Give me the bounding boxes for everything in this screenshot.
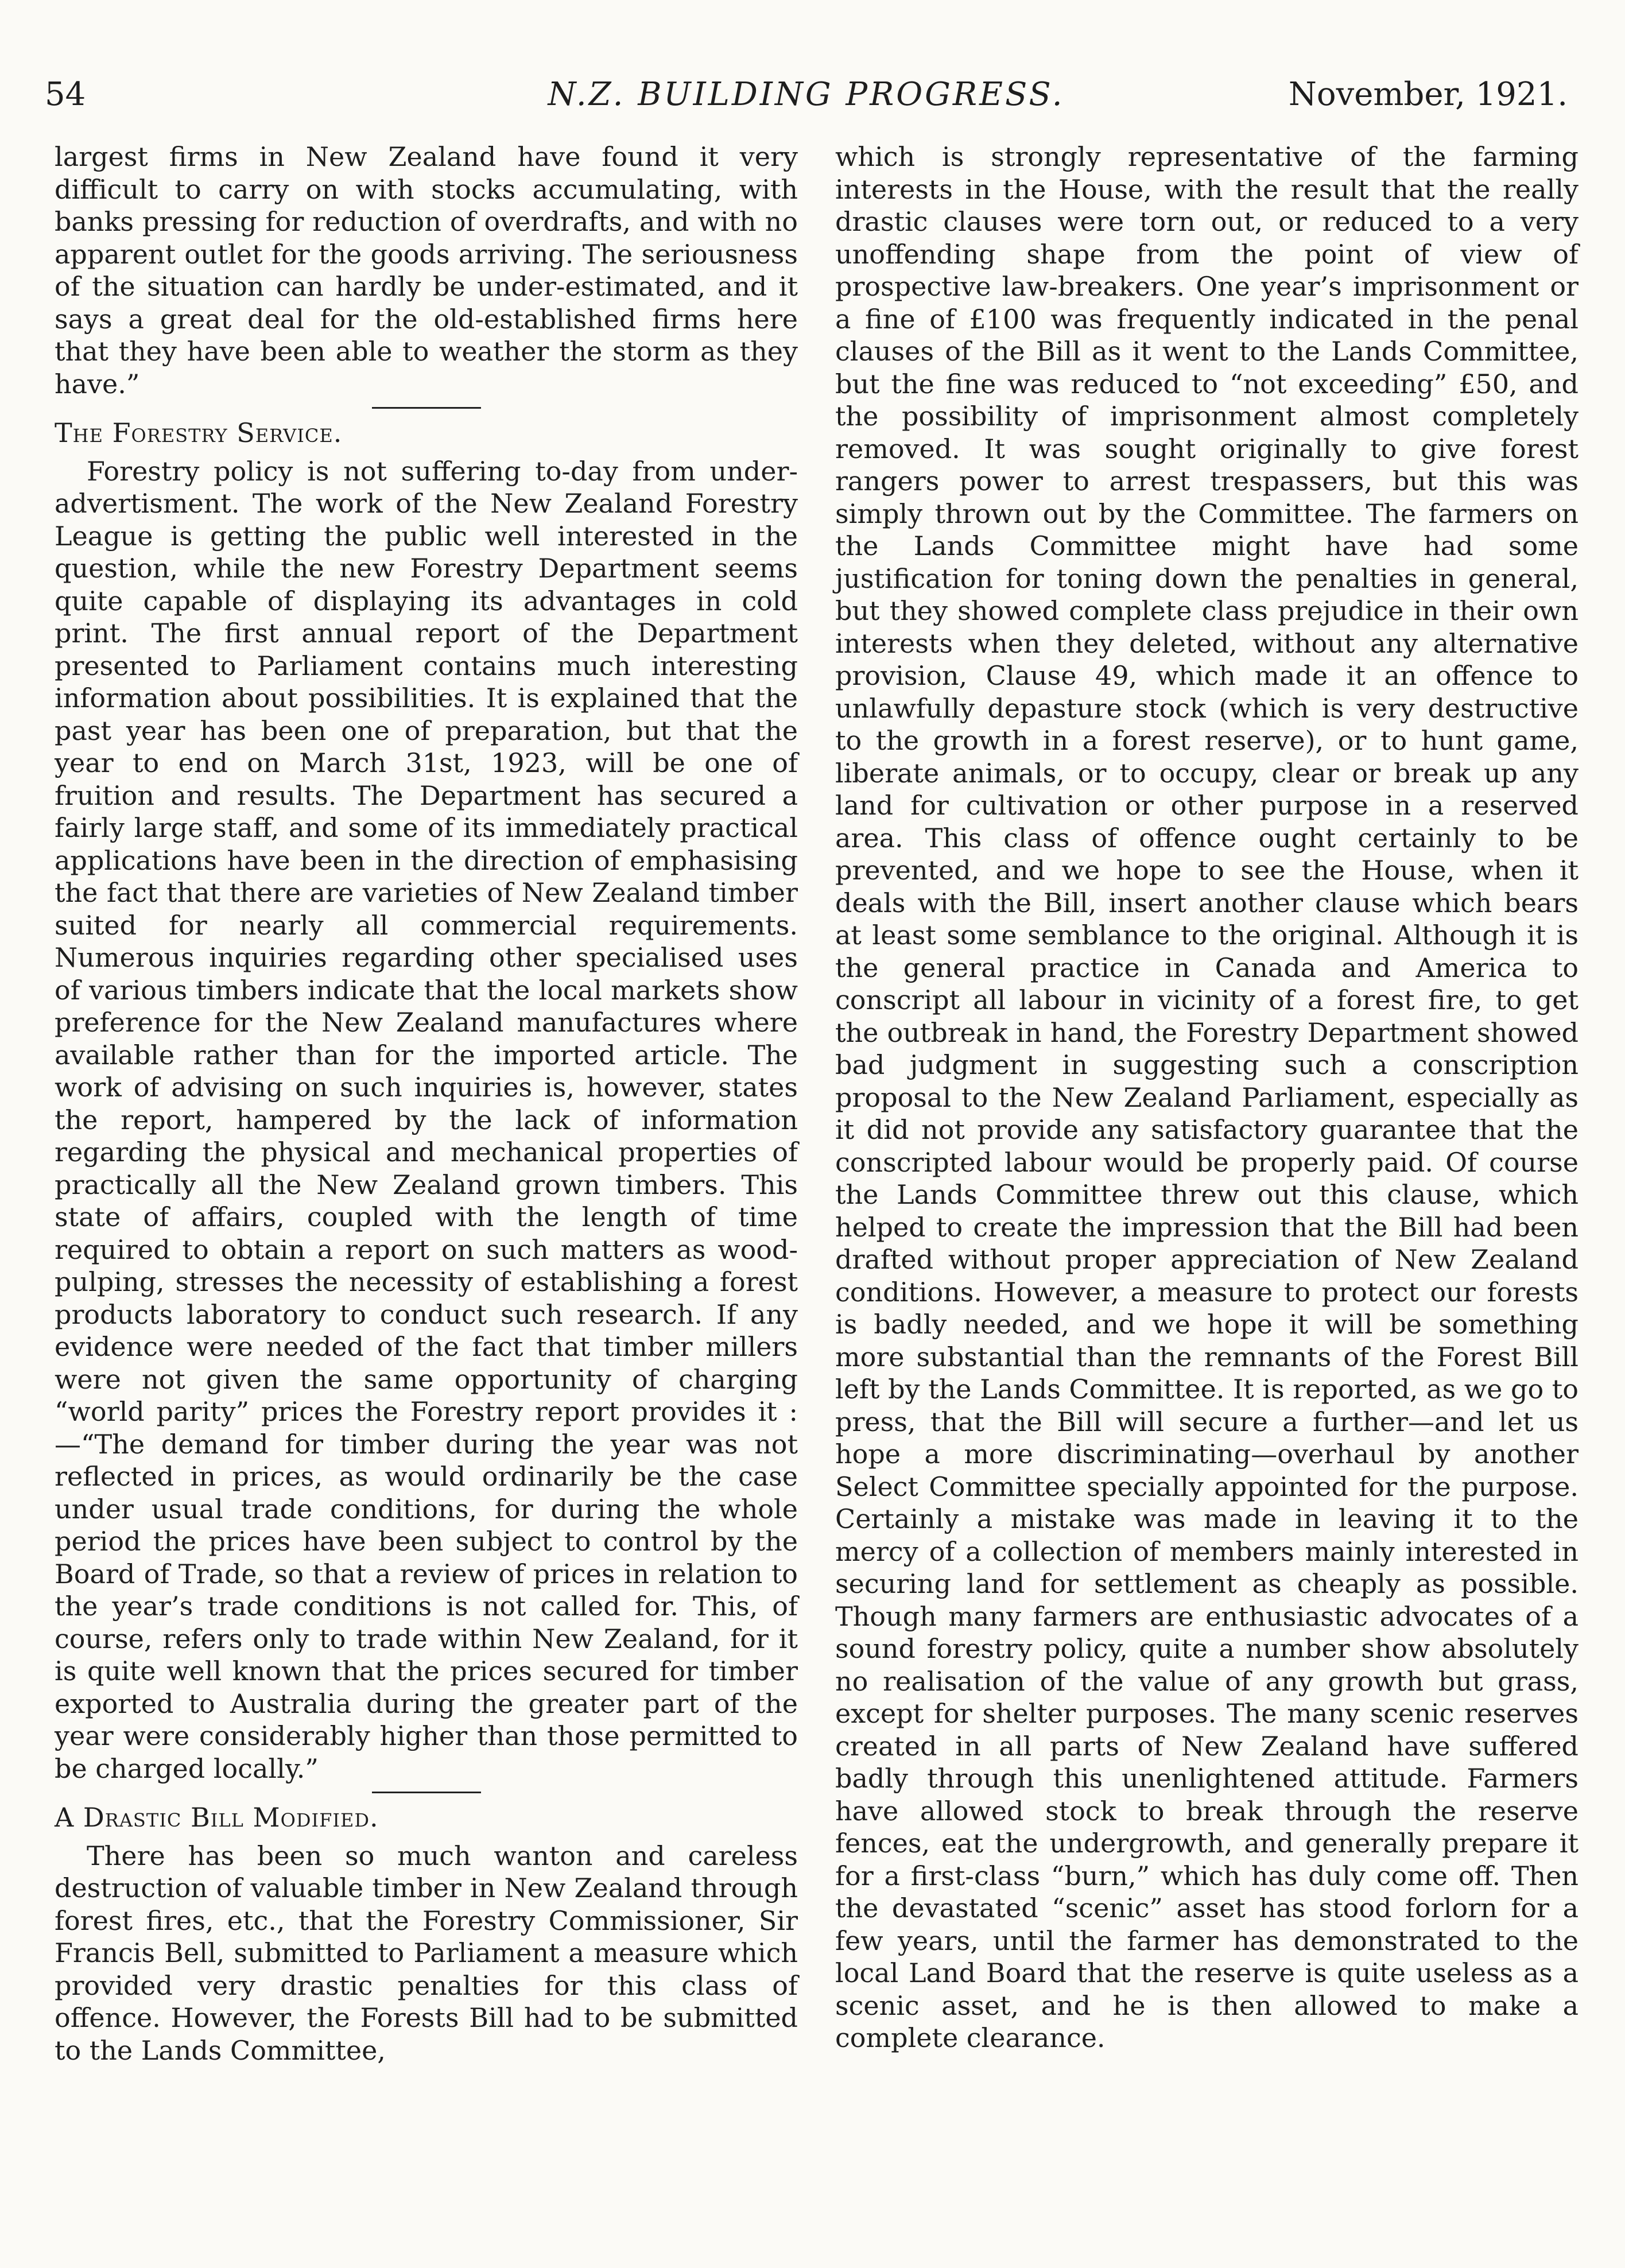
section-divider: [372, 1792, 481, 1793]
section-heading-drastic-bill: A Drastic Bill Modified.: [55, 1802, 379, 1833]
page-number: 54: [45, 76, 86, 113]
forestry-service-paragraph: Forestry policy is not suffering to-day from under-advertisment. The work of the New Zealand Forestry League is getting the public well interested in the question, while the new Forestry Department seems quite capable of displaying its advantages in cold print. The first annual report of the Department presented to Parliament contains much interesting information about possibilities. It is explained that the past year has been one of preparation, but that the year to end on March 31st, 1923, will be one of fruition and results. The Department has secured a fairly large staff, and some of its immediately practical applications have been in the direction of emphasising the fact that there are varieties of New Zealand timber suited for nearly all commercial requirements. Numerous inquiries regarding other specialised uses of various timbers indicate that the local markets show preference for the New Zealand manufactures where available rather than for the imported article. The work of advising on such inquiries is, however, states the report, hampered by the lack of information regarding the physical and mechanical properties of practically all the New Zealand grown timbers. This state of affairs, coupled with the length of time required to obtain a report on such matters as wood-pulping, stresses the necessity of establishing a forest products laboratory to conduct such research. If any evidence were needed of the fact that timber millers were not given the same opportunity of charging “world parity” prices the Forestry report provides it :—“The demand for timber during the year was not reflected in prices, as would ordinarily be the case under usual trade conditions, for during the whole period the prices have been subject to control by the Board of Trade, so that a review of prices in relation to the year’s trade conditions is not called for. This, of course, refers only to trade within New Zealand, for it is quite well known that the prices secured for timber exported to Australia during the greater part of the year were considerably higher than those permitted to be charged locally.”: [55, 455, 798, 1784]
page-header: [45, 69, 1568, 121]
section-heading-forestry-service: The Forestry Service.: [55, 417, 343, 448]
issue-date: November, 1921.: [1288, 76, 1568, 113]
continued-paragraph: which is strongly representative of the farming interests in the House, with the result that the really drastic clauses were torn out, or reduced to a very unoffending shape from the point of view of prospective law-breakers. One year’s imprisonment or a fine of £100 was frequently indicated in the penal clauses of the Bill as it went to the Lands Committee, but the fine was reduced to “not exceeding” £50, and the possibility of imprisonment almost completely removed. It was sought originally to give forest rangers power to arrest trespassers, but this was simply thrown out by the Committee. The farmers on the Lands Committee might have had some justification for toning down the penalties in general, but they showed complete class prejudice in their own interests when they deleted, without any alternative provision, Clause 49, which made it an offence to unlawfully depasture stock (which is very destructive to the growth in a forest reserve), or to hunt game, liberate animals, or to occupy, clear or break up any land for cultivation or other purpose in a reserved area. This class of offence ought certainly to be prevented, and we hope to see the House, when it deals with the Bill, insert another clause which bears at least some semblance to the original. Although it is the general practice in Canada and America to conscript all labour in vicinity of a forest fire, to get the outbreak in hand, the Forestry Department showed bad judgment in suggesting such a conscription proposal to the New Zealand Parliament, especially as it did not provide any satisfactory guarantee that the conscripted labour would be properly paid. Of course the Lands Committee threw out this clause, which helped to create the impression that the Bill had been drafted without proper appreciation of New Zealand conditions. However, a measure to protect our forests is badly needed, and we hope it will be something more substantial than the remnants of the Forest Bill left by the Lands Committee. It is reported, as we go to press, that the Bill will secure a further—and let us hope a more discriminating—overhaul by another Select Committee specially appointed for the purpose. Certainly a mistake was made in leaving it to the mercy of a collection of members mainly interested in securing land for settlement as cheaply as possible. Though many farmers are enthusiastic advocates of a sound forestry policy, quite a number show absolutely no realisation of the value of any growth but grass, except for shelter purposes. The many scenic reserves created in all parts of New Zealand have suffered badly through this unenlightened attitude. Farmers have allowed stock to break through the reserve fences, eat the undergrowth, and generally prepare it for a first-class “burn,” which has duly come off. Then the devastated “scenic” asset has stood forlorn for a few years, until the farmer has demonstrated to the local Land Board that the reserve is quite useless as a scenic asset, and he is then allowed to make a complete clearance.: [835, 141, 1579, 2053]
left-column: [55, 141, 798, 2067]
drastic-bill-paragraph: There has been so much wanton and careless destruction of valuable timber in New Zealand through forest fires, etc., that the Forestry Commissioner, Sir Francis Bell, submitted to Parliament a measure which provided very drastic penalties for this class of offence. However, the Forests Bill had to be submitted to the Lands Committee,: [55, 1840, 798, 2066]
right-column: [835, 141, 1579, 2054]
running-title: N.Z. BUILDING PROGRESS.: [548, 76, 1065, 113]
opening-paragraph: largest firms in New Zealand have found it very difficult to carry on with stocks accumulating, with banks pressing for reduction of overdrafts, and with no apparent outlet for the goods arriving. The seriousness of the situation can hardly be under-estimated, and it says a great deal for the old-established firms here that they have been able to weather the storm as they have.”: [55, 141, 798, 400]
section-divider: [372, 407, 481, 409]
